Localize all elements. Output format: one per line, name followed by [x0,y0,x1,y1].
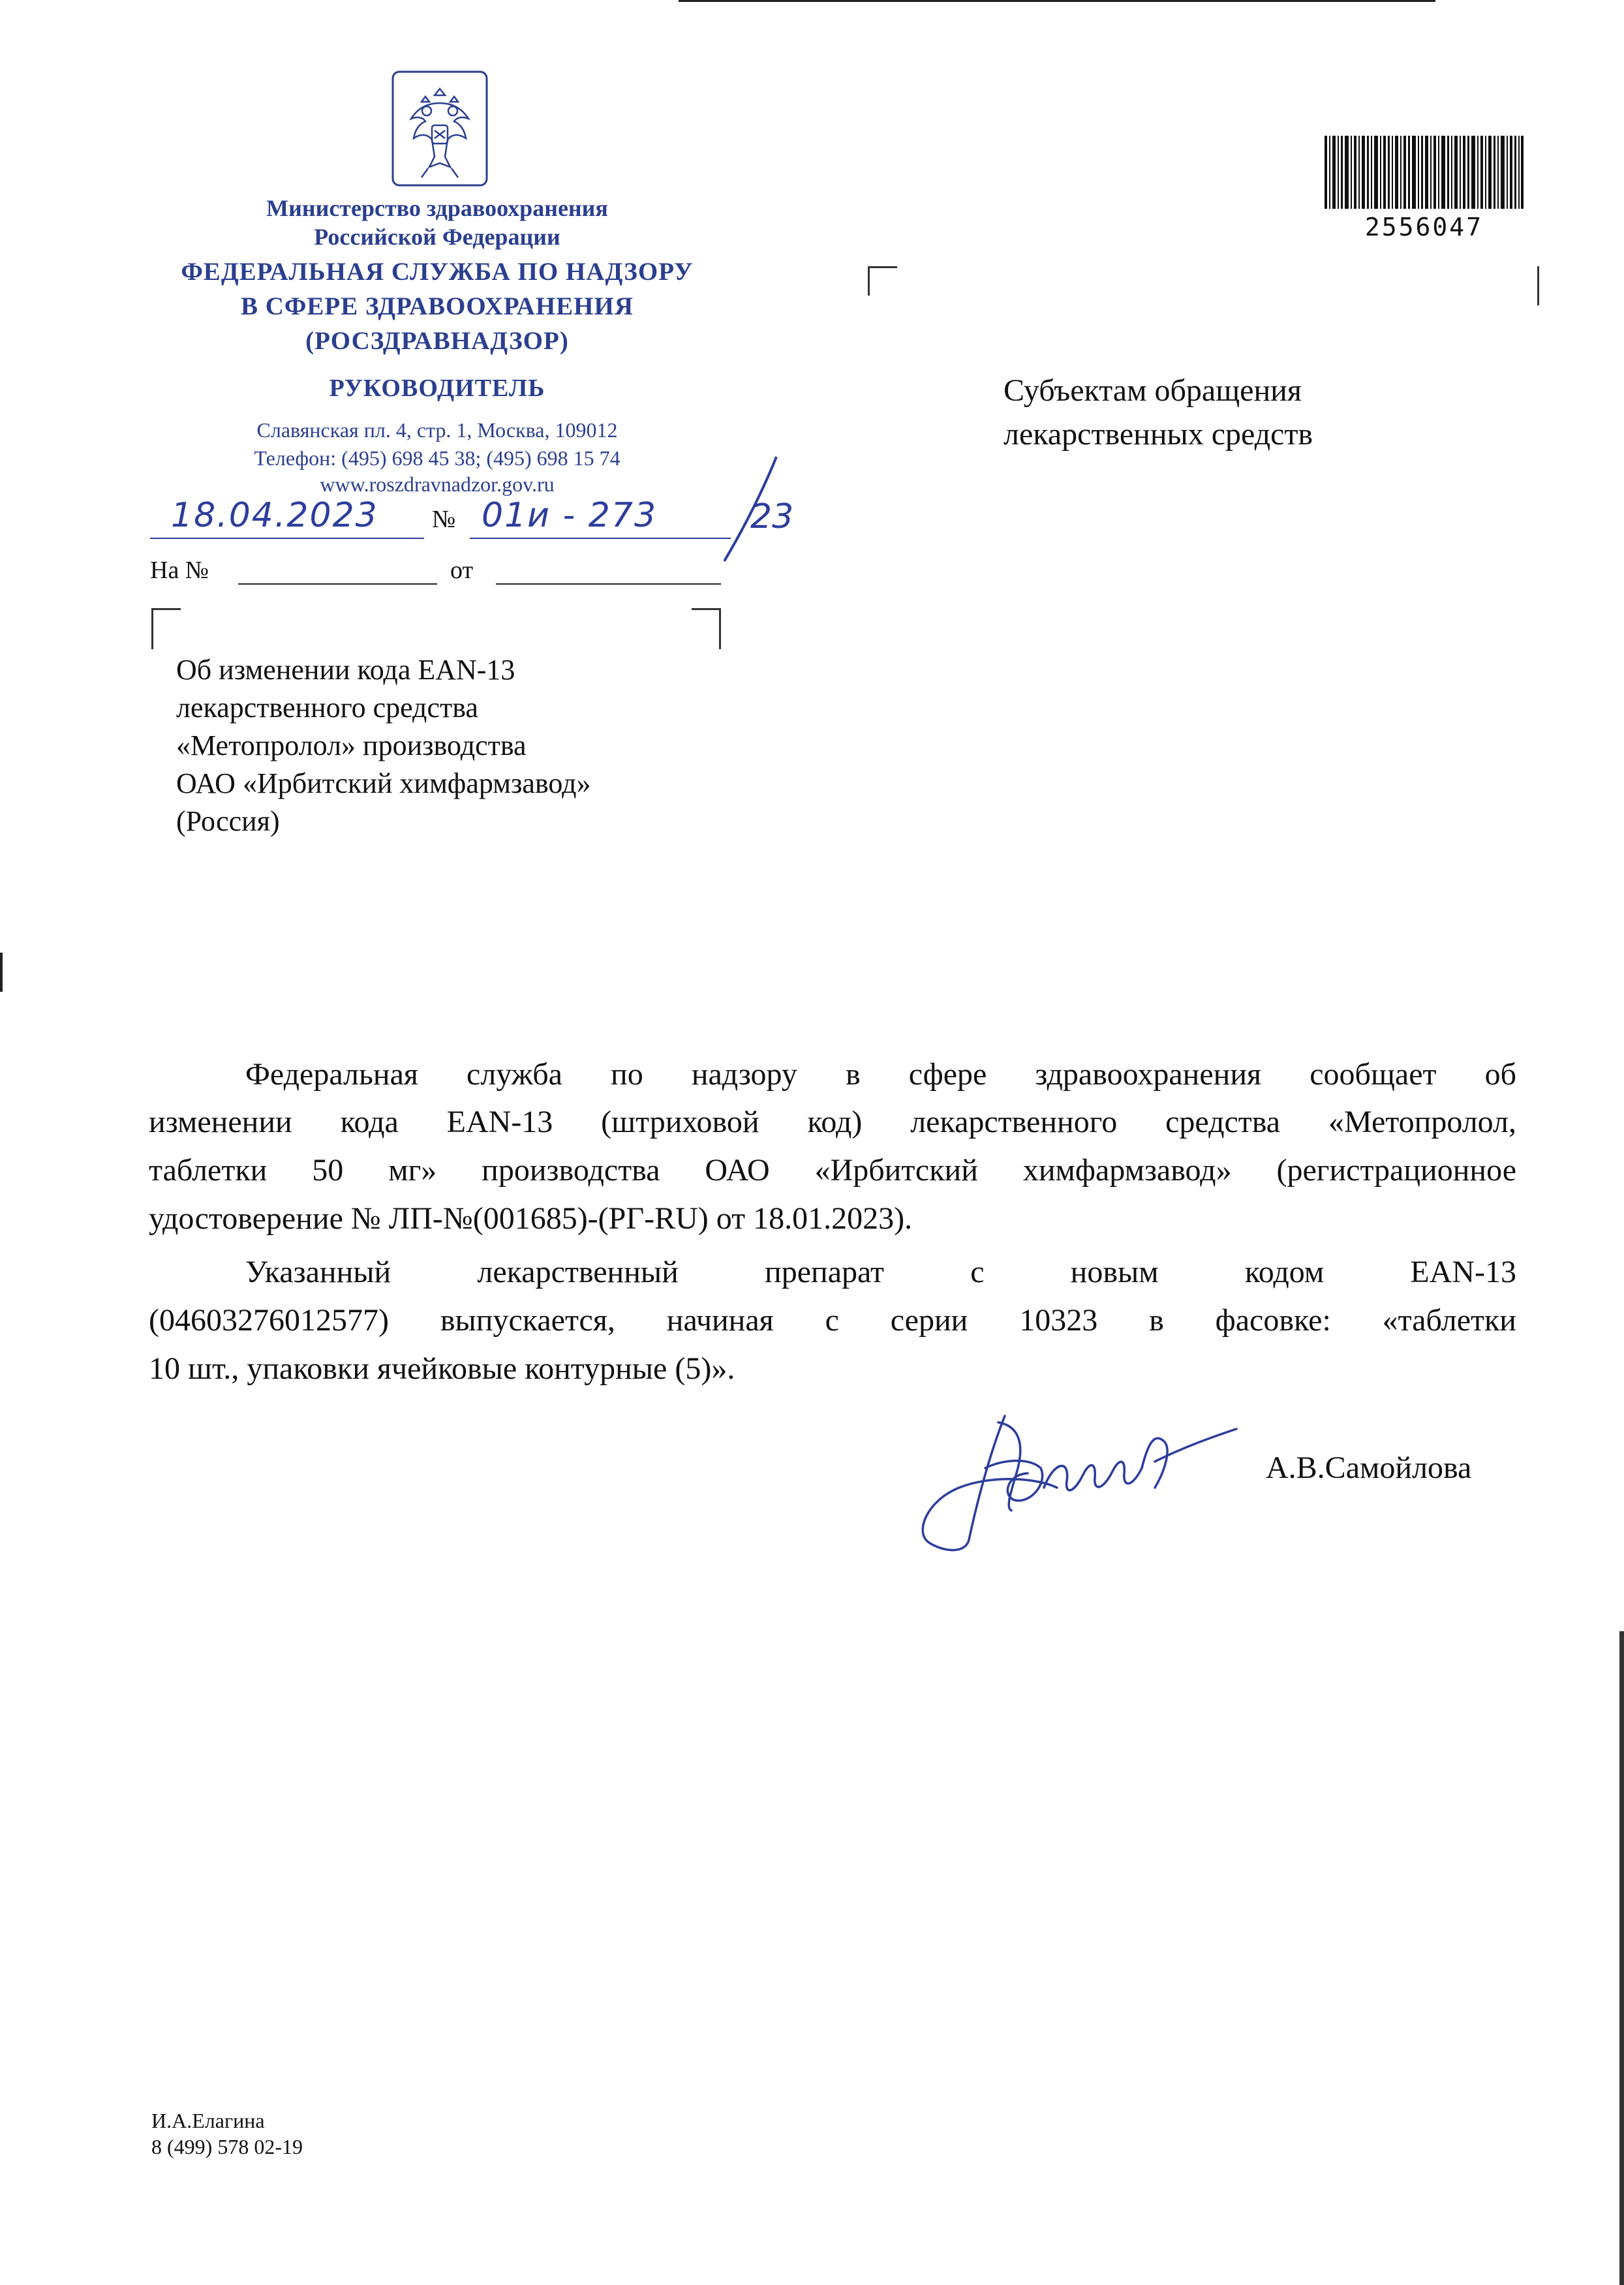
addressee-corner-bracket [868,266,897,296]
reference-number-label: На № [150,557,209,584]
service-name-line2: В СФЕРЕ ЗДРАВООХРАНЕНИЯ [240,292,634,320]
scan-edge-right [1619,1631,1624,2285]
addressee-line1: Субъектам обращения [1004,373,1302,408]
signer-name: А.В.Самойлова [1266,1450,1472,1485]
barcode-image [1325,136,1524,209]
number-sign: № [432,506,456,533]
body-line2: изменении кода EAN-13 (штриховой код) лекарственного средства «Метопролол, [149,1105,1516,1139]
coat-of-arms-icon [391,70,488,187]
executor-phone: 8 (499) 578 02-19 [151,2135,303,2158]
body-line4: удостоверение № ЛП-№(001685)-(РГ-RU) от 18.01.2023). [149,1201,913,1236]
letterhead-phone: Телефон: (495) 698 45 38; (495) 698 15 74 [254,446,620,470]
subject-line2: лекарственного средства [176,692,478,724]
subject-line5: (Россия) [176,805,280,837]
body-line5: Указанный лекарственный препарат с новым кодом EAN-13 [245,1255,1516,1289]
body-line7: 10 шт., упаковки ячейковые контурные (5)». [149,1351,735,1386]
service-name-line3: (РОСЗДРАВНАДЗОР) [305,327,569,355]
subject-line1: Об изменении кода EAN-13 [176,654,515,686]
ministry-name-line2: Российской Федерации [314,224,560,250]
scan-edge-top [679,0,1435,2]
body-line3: таблетки 50 мг» производства ОАО «Ирбитский химфармзавод» (регистрационное [149,1153,1516,1188]
subject-line4: ОАО «Ирбитский химфармзавод» [176,767,591,799]
handwritten-signature-icon [907,1396,1298,1566]
scan-edge-left [0,953,3,992]
registration-number: 01и - 273 [482,496,658,535]
reference-number-line [238,583,437,585]
reference-from-label: от [450,557,474,584]
addressee-line2: лекарственных средств [1004,417,1313,452]
barcode-number: 2556047 [1364,213,1484,241]
subject-corner-bracket-left [151,608,181,649]
addressee-right-mark [1537,266,1543,305]
registration-date: 18.04.2023 [171,496,378,535]
reference-date-line [496,583,721,585]
body-line6: (04603276012577) выпускается, начиная с серии 10323 в фасовке: «таблетки [149,1303,1516,1338]
head-title: РУКОВОДИТЕЛЬ [329,375,545,402]
ministry-name-line1: Министерство здравоохранения [266,195,608,221]
letterhead-address: Славянская пл. 4, стр. 1, Москва, 109012 [256,418,618,442]
registration-number-suffix: 23 [750,497,794,536]
letterhead-website: www.roszdravnadzor.gov.ru [320,472,555,496]
body-line1: Федеральная служба по надзору в сфере здравоохранения сообщает об [245,1057,1516,1092]
service-name-line1: ФЕДЕРАЛЬНАЯ СЛУЖБА ПО НАДЗОРУ [181,258,694,286]
subject-corner-bracket-right [692,608,721,649]
executor-name: И.А.Елагина [151,2109,265,2132]
subject-line3: «Метопролол» производства [176,729,527,761]
